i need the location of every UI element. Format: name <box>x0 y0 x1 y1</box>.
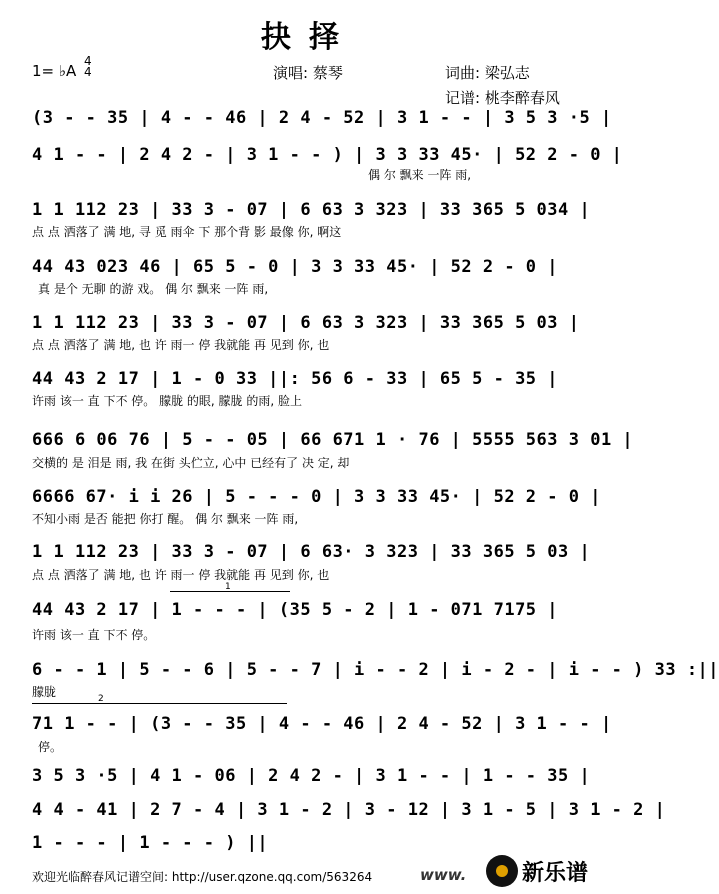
site-logo: 新乐谱 <box>522 861 589 886</box>
time-signature-denominator: 4 <box>84 65 92 79</box>
score-row-lyrics: 朦胧 <box>32 685 57 699</box>
transcriber-credit: 记谱: 桃李醉春风 <box>445 89 560 107</box>
score-row-notes: 1 1 112 23 | 33 3 - 07 | 6 63 3 323 | 33 365 5 034 | <box>32 200 591 220</box>
song-title: 抉择 <box>261 20 357 55</box>
time-signature-numerator: 4 <box>84 54 92 68</box>
volta-2-bracket <box>32 703 287 704</box>
volta-2-label: 2 <box>98 694 104 704</box>
score-row-notes: 6666 67· i i 26 | 5 - - - 0 | 3 3 33 45· | 52 2 - 0 | <box>32 487 601 507</box>
score-row-lyrics: 点 点 洒落了 满 地, 也 许 雨一 停 我就能 再 见到 你, 也 <box>32 568 330 582</box>
score-row-notes: 44 43 2 17 | 1 - 0 33 ||: 56 6 - 33 | 65 5 - 35 | <box>32 369 559 389</box>
score-row-notes: 3 5 3 ·5 | 4 1 - 06 | 2 4 2 - | 3 1 - - | 1 - - 35 | <box>32 766 591 786</box>
score-row-notes: 6 - - 1 | 5 - - 6 | 5 - - 7 | i - - 2 | i - 2 - | i - - ) 33 :|| <box>32 660 719 680</box>
footer-link-text[interactable]: 欢迎光临醉春风记谱空间: http://user.qzone.qq.com/563264 <box>32 870 373 884</box>
watermark-text: www. <box>420 866 467 884</box>
score-row-notes: 666 6 06 76 | 5 - - 05 | 66 671 1 · 76 | 5555 563 3 01 | <box>32 430 634 450</box>
score-row-lyrics: 偶 尔 飘来 一阵 雨, <box>368 168 472 182</box>
score-row-notes: 1 1 112 23 | 33 3 - 07 | 6 63· 3 323 | 33 365 5 03 | <box>32 542 591 562</box>
score-row-notes: 44 43 2 17 | 1 - - - | (35 5 - 2 | 1 - 071 7175 | <box>32 600 559 620</box>
score-row-notes: 1 - - - | 1 - - - ) || <box>32 833 269 853</box>
score-row-lyrics: 点 点 洒落了 满 地, 也 许 雨一 停 我就能 再 见到 你, 也 <box>32 338 330 352</box>
record-label-icon <box>496 865 508 877</box>
score-row-notes: 44 43 023 46 | 65 5 - 0 | 3 3 33 45· | 52 2 - 0 | <box>32 257 559 277</box>
score-row-lyrics: 真 是个 无聊 的游 戏。 偶 尔 飘来 一阵 雨, <box>38 282 269 296</box>
key-signature: 1= ♭A <box>32 62 77 80</box>
score-row-lyrics: 不知小雨 是否 能把 你打 醒。 偶 尔 飘来 一阵 雨, <box>32 512 299 526</box>
time-signature <box>84 56 92 78</box>
score-row-notes: (3 - - 35 | 4 - - 46 | 2 4 - 52 | 3 1 - - | 3 5 3 ·5 | <box>32 108 612 128</box>
singer-credit: 演唱: 蔡琴 <box>273 64 343 82</box>
score-row-notes: 4 1 - - | 2 4 2 - | 3 1 - - ) | 3 3 33 45· | 52 2 - 0 | <box>32 145 623 165</box>
score-row-lyrics: 点 点 洒落了 满 地, 寻 觅 雨伞 下 那个背 影 最像 你, 啊这 <box>32 225 342 239</box>
record-logo-icon <box>486 855 518 887</box>
composer-credit: 词曲: 梁弘志 <box>445 64 530 82</box>
score-row-lyrics: 交横的 是 泪是 雨, 我 在街 头伫立, 心中 已经有了 决 定, 却 <box>32 456 350 470</box>
score-row-notes: 1 1 112 23 | 33 3 - 07 | 6 63 3 323 | 33 365 5 03 | <box>32 313 580 333</box>
volta-1-label: 1 <box>225 582 231 592</box>
score-row-lyrics: 许雨 该一 直 下不 停。 <box>32 628 156 642</box>
score-row-notes: 4 4 - 41 | 2 7 - 4 | 3 1 - 2 | 3 - 12 | 3 1 - 5 | 3 1 - 2 | <box>32 800 666 820</box>
score-row-lyrics: 许雨 该一 直 下不 停。 朦胧 的眼, 朦胧 的雨, 脸上 <box>32 394 302 408</box>
score-row-lyrics: 停。 <box>38 740 63 754</box>
score-row-notes: 71 1 - - | (3 - - 35 | 4 - - 46 | 2 4 - 52 | 3 1 - - | <box>32 714 612 734</box>
